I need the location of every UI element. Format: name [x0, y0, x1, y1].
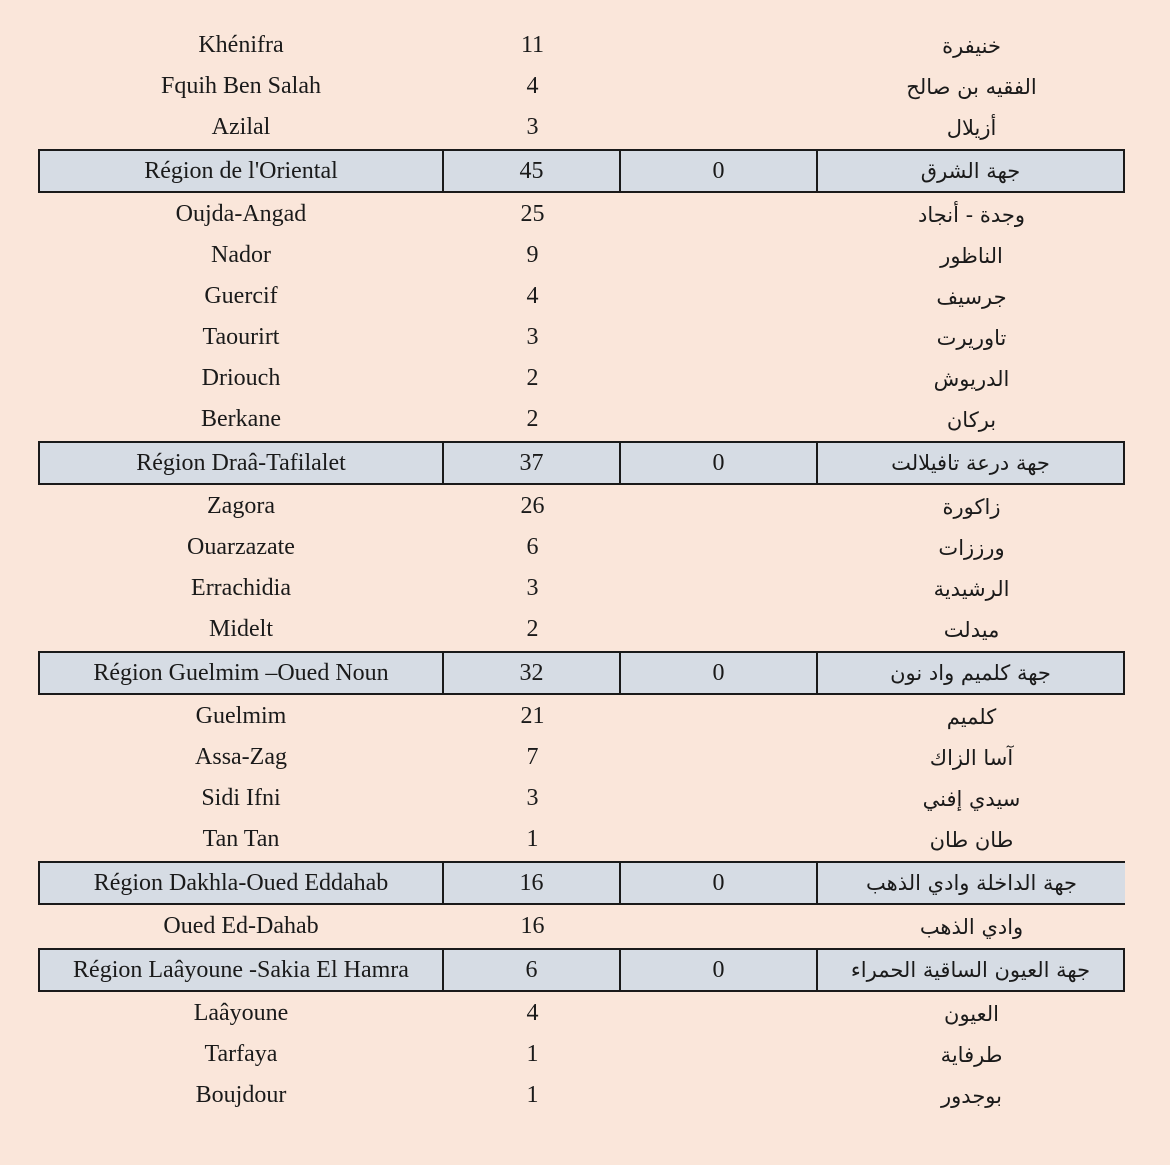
- region-count-secondary: 0: [621, 948, 818, 992]
- province-name-ar: الرشيدية: [933, 576, 1010, 601]
- province-row: [0, 696, 1170, 737]
- province-name-fr: Fquih Ben Salah: [161, 73, 321, 99]
- province-count-secondary: [621, 276, 818, 317]
- region-count: 37: [444, 441, 621, 485]
- province-count: 4: [526, 283, 539, 309]
- province-row: [0, 194, 1170, 235]
- region-count: 45: [444, 149, 621, 193]
- province-name-ar: تاوريرت: [936, 325, 1007, 350]
- province-count-secondary: [621, 66, 818, 107]
- province-count: 2: [526, 406, 539, 432]
- province-row: [0, 778, 1170, 819]
- province-row: [0, 107, 1170, 148]
- province-row: [0, 66, 1170, 107]
- region-name-fr: Région de l'Oriental: [38, 149, 444, 193]
- province-name-ar: ورززات: [938, 535, 1005, 560]
- province-name-ar: الناظور: [940, 243, 1003, 268]
- province-count-secondary: [621, 778, 818, 819]
- province-count-secondary: [621, 696, 818, 737]
- region-row: [0, 441, 1170, 485]
- province-name-ar: بوجدور: [941, 1083, 1002, 1108]
- province-name-fr: Tan Tan: [202, 826, 280, 852]
- province-count-secondary: [621, 737, 818, 778]
- province-count-secondary: [621, 399, 818, 440]
- province-count-secondary: [621, 906, 818, 947]
- province-name-fr: Guelmim: [195, 703, 287, 729]
- province-name-fr: Berkane: [201, 406, 281, 432]
- province-count: 2: [526, 365, 539, 391]
- province-count: 1: [526, 1082, 539, 1108]
- province-count-secondary: [621, 993, 818, 1034]
- province-name-ar: وادي الذهب: [919, 914, 1024, 939]
- province-row: [0, 358, 1170, 399]
- province-row: [0, 25, 1170, 66]
- province-name-ar: آسا الزاك: [929, 745, 1014, 770]
- province-name-ar: ميدلت: [943, 617, 1000, 642]
- region-name-fr: Région Draâ-Tafilalet: [38, 441, 444, 485]
- province-name-fr: Sidi Ifni: [201, 785, 281, 811]
- province-row: [0, 317, 1170, 358]
- region-name-ar: جهة العيون الساقية الحمراء: [818, 948, 1125, 992]
- province-count: 11: [520, 32, 545, 58]
- province-count: 16: [520, 913, 545, 939]
- region-count: 6: [444, 948, 621, 992]
- region-name-ar: جهة الشرق: [818, 149, 1125, 193]
- province-name-fr: Ouarzazate: [187, 534, 295, 560]
- province-name-fr: Khénifra: [198, 32, 284, 58]
- province-name-ar: كلميم: [946, 704, 997, 729]
- region-name-ar: جهة درعة تافيلالت: [818, 441, 1125, 485]
- province-name-fr: Boujdour: [195, 1082, 287, 1108]
- province-count: 1: [526, 1041, 539, 1067]
- region-row: [0, 948, 1170, 992]
- province-name-fr: Errachidia: [191, 575, 291, 601]
- province-row: [0, 906, 1170, 947]
- province-count-secondary: [621, 609, 818, 650]
- province-count: 25: [520, 201, 545, 227]
- province-count: 3: [526, 575, 539, 601]
- province-count: 21: [520, 703, 545, 729]
- province-name-fr: Guercif: [204, 283, 278, 309]
- province-row: [0, 527, 1170, 568]
- province-name-ar: طرفاية: [940, 1042, 1003, 1067]
- province-count-secondary: [621, 1034, 818, 1075]
- province-count-secondary: [621, 235, 818, 276]
- province-count-secondary: [621, 317, 818, 358]
- province-count: 7: [526, 744, 539, 770]
- province-name-fr: Midelt: [209, 616, 273, 642]
- province-count: 3: [526, 785, 539, 811]
- province-count-secondary: [621, 527, 818, 568]
- region-name-ar: جهة كلميم واد نون: [818, 651, 1125, 695]
- region-row: [0, 861, 1170, 905]
- province-row: [0, 399, 1170, 440]
- region-row: [0, 651, 1170, 695]
- province-count: 6: [526, 534, 539, 560]
- province-row: [0, 235, 1170, 276]
- province-name-fr: Tarfaya: [204, 1041, 278, 1067]
- province-name-ar: العيون: [944, 1001, 999, 1026]
- province-count: 2: [526, 616, 539, 642]
- province-count: 3: [526, 114, 539, 140]
- province-row: [0, 609, 1170, 650]
- province-name-ar: الدريوش: [933, 366, 1010, 391]
- province-name-ar: سيدي إفني: [922, 786, 1021, 811]
- province-name-fr: Taourirt: [202, 324, 280, 350]
- province-name-ar: زاكورة: [942, 494, 1001, 519]
- region-name-fr: Région Dakhla-Oued Eddahab: [38, 861, 444, 905]
- province-row: [0, 993, 1170, 1034]
- province-row: [0, 486, 1170, 527]
- province-row: [0, 1034, 1170, 1075]
- province-name-fr: Laâyoune: [193, 1000, 289, 1026]
- province-name-fr: Driouch: [201, 365, 281, 391]
- province-count-secondary: [621, 486, 818, 527]
- province-count: 4: [526, 73, 539, 99]
- province-count: 9: [526, 242, 539, 268]
- region-name-fr: Région Guelmim –Oued Noun: [38, 651, 444, 695]
- region-row: [0, 149, 1170, 193]
- province-name-ar: طان طان: [929, 827, 1014, 852]
- province-count-secondary: [621, 194, 818, 235]
- province-count-secondary: [621, 25, 818, 66]
- province-count-secondary: [621, 568, 818, 609]
- province-name-fr: Azilal: [211, 114, 271, 140]
- province-row: [0, 568, 1170, 609]
- province-name-ar: بركان: [946, 407, 997, 432]
- province-name-fr: Zagora: [207, 493, 275, 519]
- province-count: 1: [526, 826, 539, 852]
- province-name-ar: وجدة - أنجاد: [917, 202, 1026, 227]
- province-row: [0, 819, 1170, 860]
- region-count: 32: [444, 651, 621, 695]
- region-count-secondary: 0: [621, 651, 818, 695]
- province-name-ar: خنيفرة: [942, 33, 1001, 58]
- province-name-fr: Oujda-Angad: [175, 201, 307, 227]
- region-count: 16: [444, 861, 621, 905]
- region-count-secondary: 0: [621, 149, 818, 193]
- province-count: 4: [526, 1000, 539, 1026]
- region-name-ar: جهة الداخلة وادي الذهب: [818, 861, 1125, 905]
- province-row: [0, 1075, 1170, 1116]
- province-name-fr: Assa-Zag: [195, 744, 287, 770]
- province-count-secondary: [621, 819, 818, 860]
- province-count: 3: [526, 324, 539, 350]
- region-count-secondary: 0: [621, 861, 818, 905]
- province-count: 26: [520, 493, 545, 519]
- province-count-secondary: [621, 1075, 818, 1116]
- province-row: [0, 276, 1170, 317]
- province-count-secondary: [621, 107, 818, 148]
- province-name-ar: الفقيه بن صالح: [906, 74, 1037, 99]
- province-name-fr: Nador: [211, 242, 271, 268]
- region-count-secondary: 0: [621, 441, 818, 485]
- province-name-ar: جرسيف: [936, 284, 1007, 309]
- province-name-fr: Oued Ed-Dahab: [163, 913, 319, 939]
- province-name-ar: أزيلال: [946, 115, 997, 140]
- region-name-fr: Région Laâyoune -Sakia El Hamra: [38, 948, 444, 992]
- province-count-secondary: [621, 358, 818, 399]
- province-row: [0, 737, 1170, 778]
